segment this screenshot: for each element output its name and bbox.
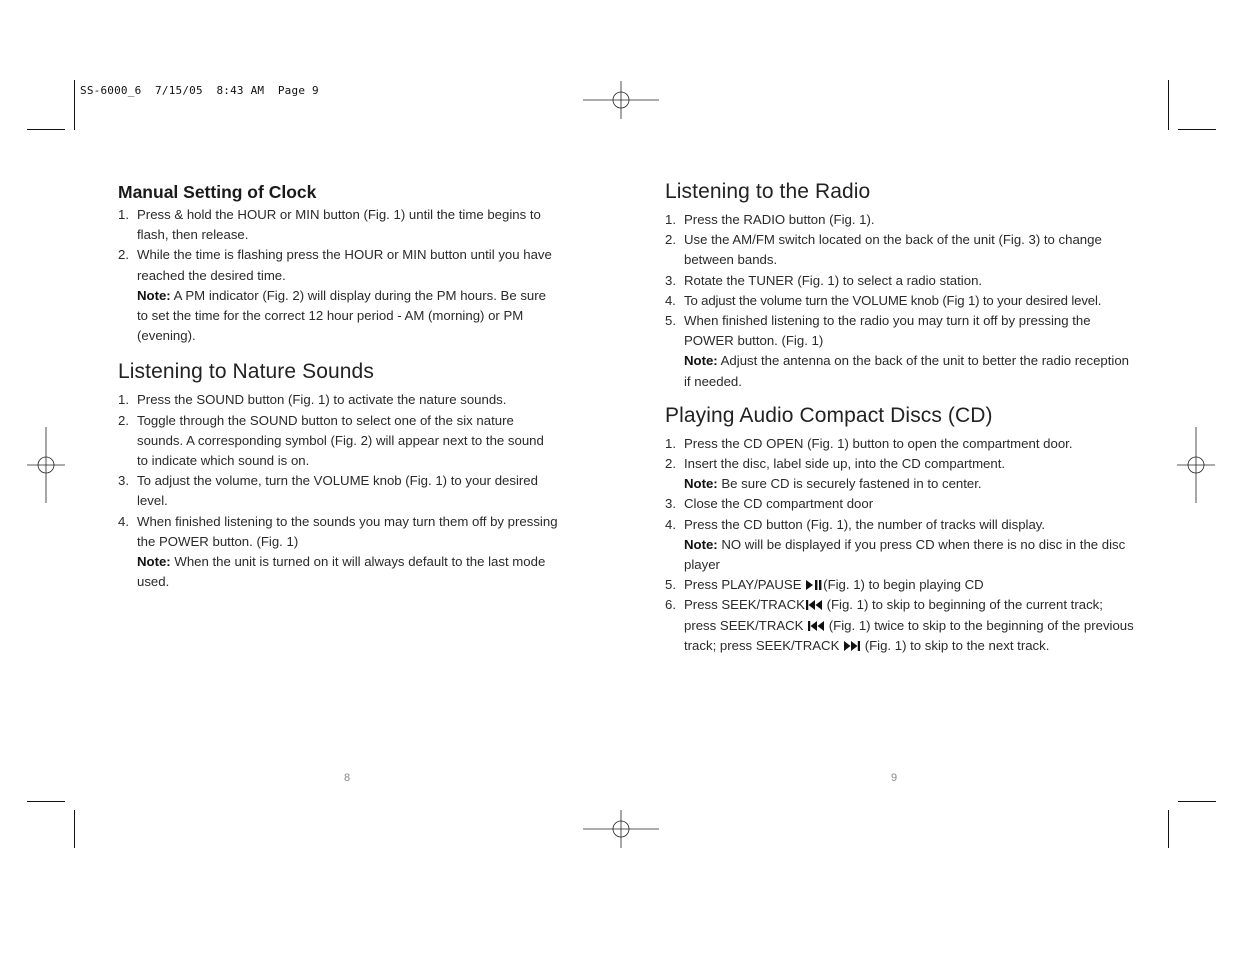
crop-mark	[27, 801, 65, 802]
item-number: 5.	[665, 313, 676, 329]
list-item	[118, 390, 558, 410]
crop-mark	[74, 810, 75, 848]
skip-back-icon	[808, 621, 824, 631]
list-item	[665, 575, 1135, 595]
note-label: Note:	[137, 287, 171, 303]
note-text: When the unit is turned on it will always default to the last mode used.	[137, 554, 546, 590]
item-number: 5.	[665, 577, 676, 593]
registration-mark-icon	[27, 427, 65, 503]
item-text: (Fig. 1) to begin playing CD	[823, 577, 984, 593]
section-heading: Playing Audio Compact Discs (CD)	[665, 403, 993, 427]
item-text: Press SEEK/TRACK	[684, 597, 805, 613]
item-number: 3.	[665, 272, 676, 288]
item-number: 4.	[118, 513, 129, 529]
section-heading: Manual Setting of Clock	[118, 182, 317, 202]
crop-mark	[27, 129, 65, 130]
item-number: 1.	[118, 392, 129, 408]
item-text: Press & hold the HOUR or MIN button (Fig. 1) until the time begins to flash, then release.	[137, 207, 541, 243]
note-label: Note:	[684, 536, 718, 552]
item-text: (Fig. 1) to skip to beginning of the current track; press SEEK/TRACK	[684, 597, 1103, 633]
list-item	[665, 271, 1135, 291]
item-text: Insert the disc, label side up, into the CD compartment.	[684, 456, 1006, 472]
item-number: 1.	[665, 435, 676, 451]
crop-mark	[1168, 80, 1169, 130]
play-pause-icon	[806, 580, 822, 590]
item-text: When finished listening to the radio you may turn it off by pressing the POWER button. (Fig. 1)	[684, 313, 1091, 349]
skip-forward-icon	[844, 641, 860, 651]
item-text: (Fig. 1) twice to skip to the beginning of the previous track; press SEEK/TRACK	[684, 617, 1134, 653]
numbered-list	[665, 434, 1135, 656]
note-text: NO will be displayed if you press CD when there is no disc in the disc player	[684, 536, 1126, 573]
item-text: (Fig. 1) to skip to the next track.	[861, 637, 1050, 653]
list-item	[118, 245, 558, 346]
list-item	[665, 291, 1135, 311]
list-item	[118, 205, 558, 245]
item-text: Press the CD OPEN (Fig. 1) button to open the compartment door.	[684, 435, 1073, 451]
note-label: Note:	[137, 554, 171, 570]
registration-mark-icon	[583, 810, 659, 848]
crop-mark	[1168, 810, 1169, 848]
print-slug: SS-6000_6 7/15/05 8:43 AM Page 9	[80, 84, 319, 97]
note-text: Be sure CD is securely fastened in to center.	[717, 476, 982, 492]
item-number: 6.	[665, 597, 676, 613]
right-page	[665, 180, 1135, 656]
list-item	[118, 512, 558, 593]
list-item	[665, 454, 1135, 494]
item-text: Use the AM/FM switch located on the back of the unit (Fig. 3) to change between bands.	[684, 232, 1102, 268]
item-number: 2.	[118, 412, 129, 428]
page-number: 9	[891, 772, 898, 784]
item-text: Close the CD compartment door	[684, 496, 874, 512]
item-text: When finished listening to the sounds you may turn them off by pressing the POWER button. (Fig. 1)	[137, 513, 558, 549]
list-item	[118, 471, 558, 511]
numbered-list	[118, 205, 558, 346]
item-number: 2.	[118, 247, 129, 263]
crop-mark	[1178, 129, 1216, 130]
numbered-list	[118, 390, 558, 592]
section-heading: Listening to the Radio	[665, 180, 871, 203]
skip-back-icon	[806, 600, 822, 610]
list-item	[665, 515, 1135, 576]
item-number: 1.	[118, 207, 129, 222]
list-item	[665, 311, 1135, 392]
item-text: Press the SOUND button (Fig. 1) to activate the nature sounds.	[137, 392, 507, 408]
item-number: 2.	[665, 456, 676, 472]
note-label: Note:	[684, 476, 718, 492]
crop-mark	[74, 80, 75, 130]
item-text: Toggle through the SOUND button to select one of the six nature sounds. A corresponding symbol (Fig. 2) will appear next to the sound to indicate which sound is on.	[137, 412, 544, 469]
list-item	[665, 230, 1135, 270]
note-text: Adjust the antenna on the back of the unit to better the radio reception if needed.	[684, 353, 1130, 389]
item-number: 4.	[665, 292, 676, 308]
note-text: A PM indicator (Fig. 2) will display during the PM hours. Be sure to set the time for the correct 12 hour period - AM (morning) or PM (evening).	[137, 287, 546, 344]
list-item	[118, 411, 558, 472]
note-label: Note:	[684, 353, 718, 369]
registration-mark-icon	[1177, 427, 1215, 503]
item-number: 2.	[665, 232, 676, 248]
item-text: Press the CD button (Fig. 1), the number of tracks will display.	[684, 516, 1046, 532]
item-text: To adjust the volume, turn the VOLUME knob (Fig. 1) to your desired level.	[137, 473, 538, 509]
list-item	[665, 595, 1135, 656]
item-text: To adjust the volume turn the VOLUME knob (Fig 1) to your desired level.	[684, 292, 1102, 308]
item-number: 4.	[665, 516, 676, 532]
registration-mark-icon	[583, 81, 659, 119]
section-heading: Listening to Nature Sounds	[118, 360, 374, 384]
numbered-list	[665, 210, 1135, 392]
list-item	[665, 434, 1135, 454]
page-number: 8	[344, 772, 351, 784]
list-item	[665, 210, 1135, 230]
crop-mark	[1178, 801, 1216, 802]
item-text: While the time is flashing press the HOUR or MIN button until you have reached the desired time.	[137, 247, 552, 283]
item-number: 3.	[665, 496, 676, 512]
item-text: Press PLAY/PAUSE	[684, 577, 806, 593]
item-number: 3.	[118, 473, 129, 489]
list-item	[665, 494, 1135, 514]
item-text: Press the RADIO button (Fig. 1).	[684, 212, 875, 227]
left-page	[118, 180, 558, 592]
item-number: 1.	[665, 212, 676, 227]
item-text: Rotate the TUNER (Fig. 1) to select a radio station.	[684, 272, 983, 288]
